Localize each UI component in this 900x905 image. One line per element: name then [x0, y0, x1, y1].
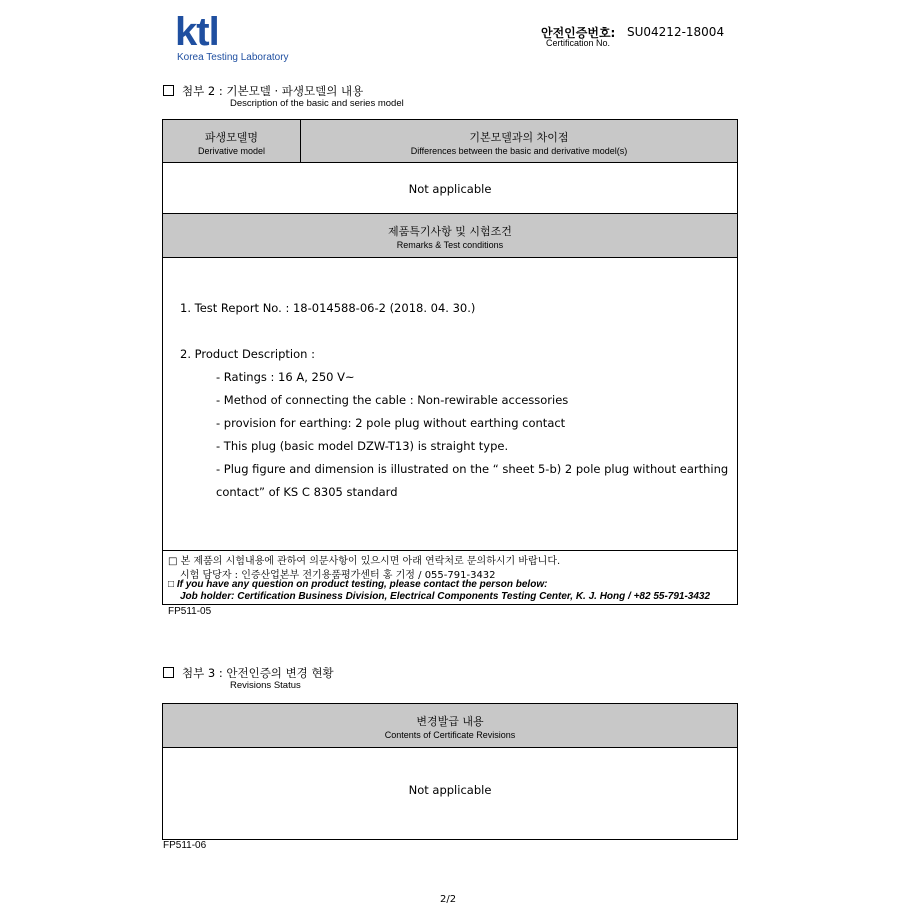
note-en-line1: □ If you have any question on product testing, please contact the person below:	[168, 579, 548, 590]
section3-subtitle: Revisions Status	[230, 680, 301, 691]
description-line: - Ratings : 16 A, 250 V~	[216, 370, 355, 384]
checkbox-icon	[163, 85, 174, 96]
section2-title	[163, 83, 363, 99]
remarks-en: Remarks & Test conditions	[396, 240, 504, 250]
cert-number: SU04212-18004	[627, 25, 725, 39]
col-derivative-ko: 파생모델명	[204, 131, 259, 144]
section3-title	[163, 665, 334, 681]
revisions-not-applicable: Not applicable	[408, 783, 492, 797]
description-line: - This plug (basic model DZW-T13) is straight type.	[216, 439, 509, 453]
revisions-header-ko: 변경발급 내용	[416, 715, 484, 728]
revisions-header	[162, 703, 738, 748]
remarks-ko: 제품특기사항 및 시험조건	[388, 225, 512, 238]
col-differences-ko: 기본모델과의 차이점	[469, 131, 569, 144]
description-line: - provision for earthing: 2 pole plug without earthing contact	[216, 416, 566, 430]
section2-subtitle: Description of the basic and series model	[230, 98, 404, 109]
col-differences-header	[300, 119, 738, 163]
note-ko-line2: 시험 담당자 : 인증산업본부 전기용품평가센터 홍 기정 / 055-791-3432	[180, 570, 496, 581]
checkbox-icon	[163, 667, 174, 678]
revisions-body	[162, 747, 738, 840]
note-ko-line1: □ 본 제품의 시험내용에 관하여 의문사항이 있으시면 아래 연락처로 문의하시기 바랍니다.	[168, 556, 561, 567]
note-en-line2: Job holder: Certification Business Division, Electrical Components Testing Center, K. J. Hong / +82 55-791-3432	[180, 591, 711, 602]
not-applicable-text: Not applicable	[408, 182, 492, 196]
remarks-header	[162, 213, 738, 258]
section3-title-text: 첨부 3 : 안전인증의 변경 현황	[182, 666, 334, 680]
col-derivative-en: Derivative model	[197, 146, 266, 156]
ktl-logo: ktl	[175, 10, 219, 54]
form-code-fp511-05: FP511-05	[168, 606, 212, 617]
page-number: 2/2	[440, 894, 457, 905]
col-derivative-header	[162, 119, 301, 163]
form-code-fp511-06: FP511-06	[163, 840, 207, 851]
test-report-item: 1. Test Report No. : 18-014588-06-2 (2018. 04. 30.)	[180, 301, 476, 315]
logo-subtitle: Korea Testing Laboratory	[177, 52, 289, 63]
cert-label-en: Certification No.	[546, 38, 611, 48]
description-line: - Method of connecting the cable : Non-rewirable accessories	[216, 393, 569, 407]
section2-title-text: 첨부 2 : 기본모델 · 파생모델의 내용	[182, 84, 364, 98]
cert-label-ko: 안전인증번호:	[541, 26, 616, 40]
col-differences-en: Differences between the basic and derivative model(s)	[410, 146, 628, 156]
description-line: - Plug figure and dimension is illustrated on the “ sheet 5-b) 2 pole plug without earthing	[216, 462, 729, 476]
differences-cell	[162, 162, 738, 214]
revisions-header-en: Contents of Certificate Revisions	[384, 730, 516, 740]
description-line: contact” of KS C 8305 standard	[216, 485, 398, 499]
product-description-item: 2. Product Description :	[180, 347, 315, 361]
